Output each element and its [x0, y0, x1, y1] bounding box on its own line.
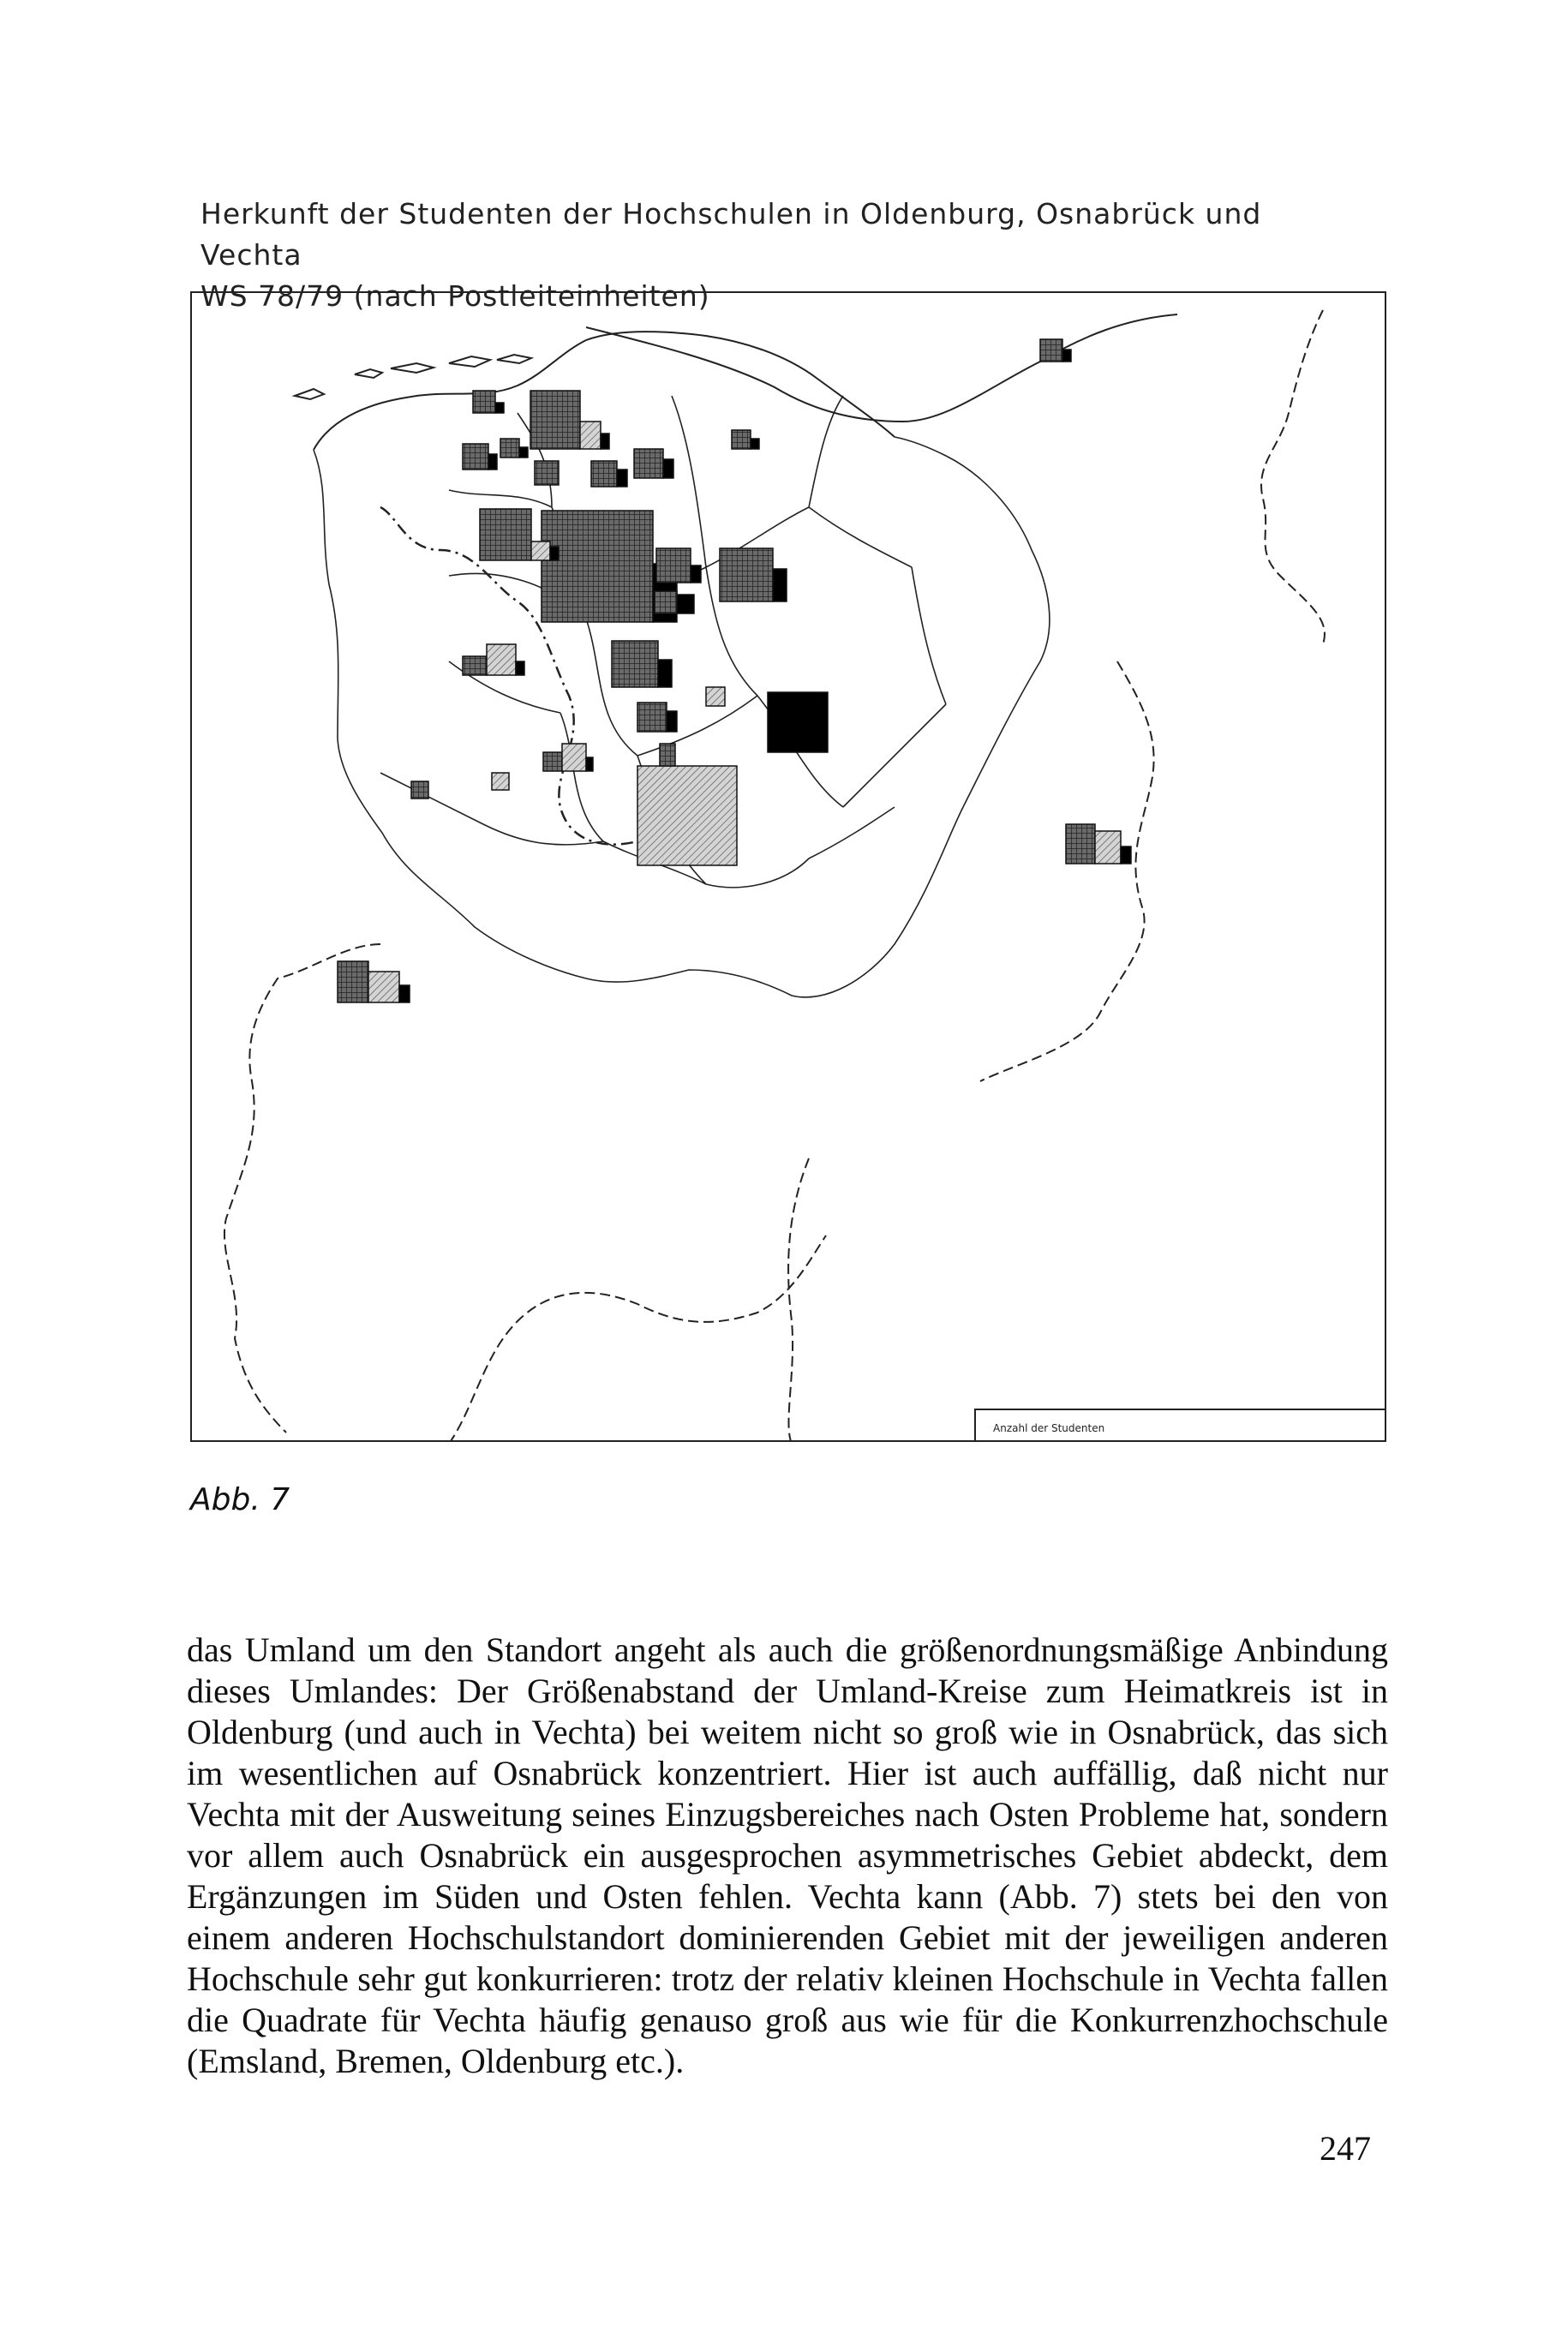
legend: [974, 1409, 1386, 1442]
postal-region: [314, 396, 1050, 997]
figure-title-line1: Herkunft der Studenten der Hochschulen in Oldenburg, Osnabrück und Vechta: [200, 197, 1262, 272]
map-drawing: [192, 293, 1386, 1442]
map-figure: [190, 291, 1386, 1442]
figure-title-line2: WS 78/79 (nach Postleiteinheiten): [200, 279, 710, 313]
body-paragraph: das Umland um den Standort angeht als auch die größenordnungsmäßige Anbindung dieses Umlandes: Der Größenabstand der Umland-Kreise zum Heimatkreis ist in Oldenburg (und auch in Vechta) bei weitem nicht so groß wie in Osnabrück, das sich im wesentlichen auf Osnabrück konzentriert. Hier ist auch auffällig, daß nicht nur Vechta mit der Ausweitung seines Einzugsbereiches nach Osten Probleme hat, sondern vor allem auch Osnabrück ein ausgesprochen asymmetrisches Gebiet abdeckt, dem Ergänzungen im Süden und Osten fehlen. Vechta kann (Abb. 7) stets bei den von einem anderen Hochschulstandort dominierenden Gebiet mit der jeweiligen anderen Hochschule sehr gut konkurrieren: trotz der relativ kleinen Hochschule in Vechta fallen die Quadrate für Vechta häufig genauso groß aus wie für die Konkurrenzhochschule (Emsland, Bremen, Oldenburg etc.).: [187, 1630, 1388, 2080]
legend-count-heading: Anzahl der Studenten: [993, 1422, 1105, 1434]
figure-caption: Abb. 7: [190, 1482, 290, 1517]
legend-drawing: [976, 1410, 1386, 1442]
page-number: 247: [1320, 2129, 1371, 2168]
student-origin-squares: [338, 339, 1131, 1002]
outer-boundary: [224, 310, 1325, 1442]
